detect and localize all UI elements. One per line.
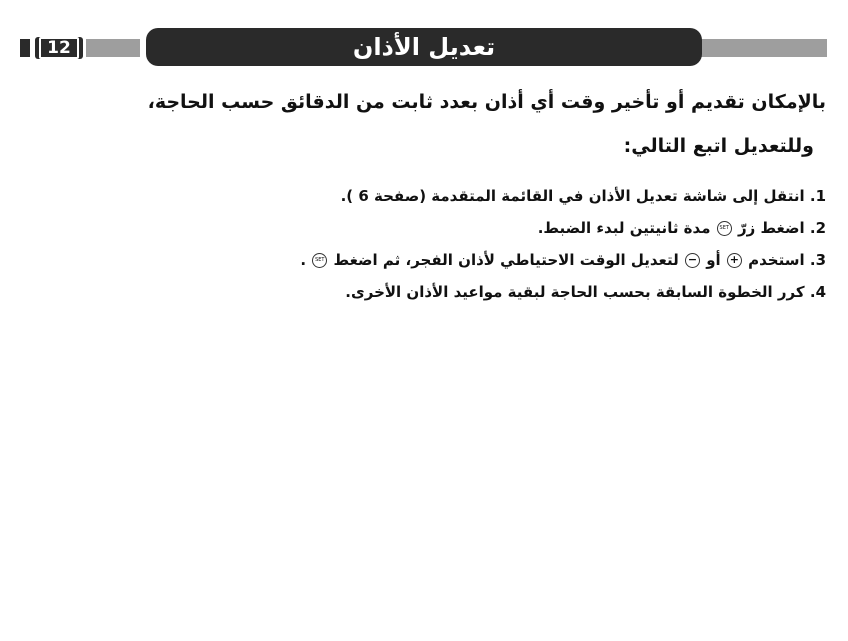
step-text: . (300, 251, 307, 269)
set-button-icon: SET (717, 221, 732, 236)
step-text: انتقل إلى شاشة تعديل الأذان في القائمة المتقدمة (صفحة 6 ). (340, 187, 805, 205)
page-title: تعديل الأذان (146, 28, 702, 66)
step-number: 2. (809, 219, 826, 237)
steps-list (206, 180, 826, 308)
header-rule-left (86, 39, 140, 57)
step-number: 4. (809, 283, 826, 301)
step-1 (206, 180, 826, 212)
intro-line-1: بالإمكان تقديم أو تأخير وقت أي أذان بعدد ثابت من الدقائق حسب الحاجة، (147, 91, 826, 113)
step-number: 3. (809, 251, 826, 269)
step-text: أو (706, 251, 721, 269)
step-text: كرر الخطوة السابقة بحسب الحاجة لبقية مواعيد الأذان الأخرى. (345, 283, 805, 301)
step-text: استخدم (748, 251, 805, 269)
page-number: 12 (35, 37, 83, 59)
header-marker (20, 39, 30, 57)
header-rule-right (700, 39, 827, 57)
step-4 (206, 276, 826, 308)
step-text: مدة ثانيتين لبدء الضبط. (537, 219, 711, 237)
step-text: اضغط زرّ (737, 219, 805, 237)
intro-line-2: وللتعديل اتبع التالي: (623, 135, 814, 157)
set-button-icon: SET (312, 253, 327, 268)
step-text: لتعديل الوقت الاحتياطي لأذان الفجر، ثم اضغط (333, 251, 679, 269)
minus-button-icon: − (685, 253, 700, 268)
step-number: 1. (809, 187, 826, 205)
step-2 (206, 212, 826, 244)
plus-button-icon: + (727, 253, 742, 268)
step-3 (206, 244, 826, 276)
intro-paragraph (16, 80, 826, 168)
